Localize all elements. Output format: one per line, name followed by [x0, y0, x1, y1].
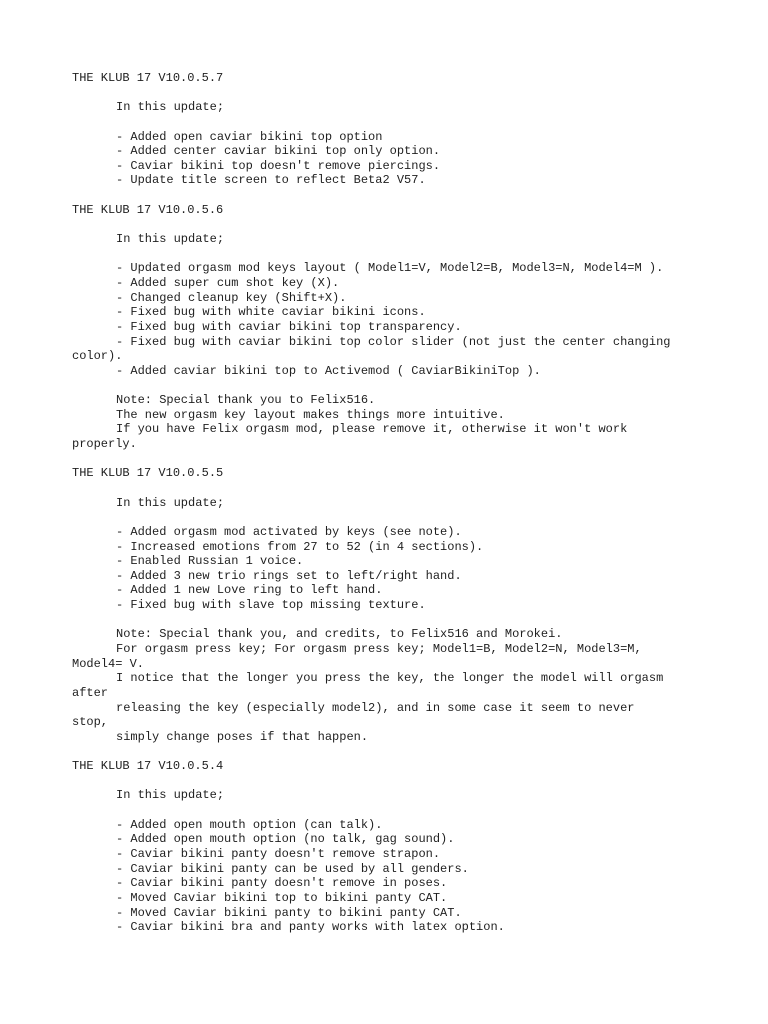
changelog-line: - Added 3 new trio rings set to left/right hand.	[116, 568, 462, 583]
changelog-line: - Increased emotions from 27 to 52 (in 4 sections).	[116, 539, 484, 554]
changelog-line: - Fixed bug with caviar bikini top transparency.	[116, 319, 462, 334]
changelog-line: - Caviar bikini panty doesn't remove strapon.	[116, 846, 441, 861]
changelog-line: - Caviar bikini panty doesn't remove in poses.	[116, 876, 448, 891]
changelog-line: - Added orgasm mod activated by keys (see note).	[116, 524, 462, 539]
changelog-line: - Added center caviar bikini top only option.	[116, 144, 441, 159]
note-line-wrap: properly.	[72, 437, 137, 452]
section-intro: In this update;	[116, 495, 225, 510]
changelog-line: - Added open mouth option (no talk, gag sound).	[116, 832, 455, 847]
changelog-line: - Added 1 new Love ring to left hand.	[116, 583, 383, 598]
section-heading: THE KLUB 17 V10.0.5.4	[72, 759, 224, 774]
changelog-line: - Changed cleanup key (Shift+X).	[116, 290, 347, 305]
changelog-line: - Update title screen to reflect Beta2 V57.	[116, 173, 426, 188]
changelog-line: - Moved Caviar bikini top to bikini panty CAT.	[116, 890, 448, 905]
changelog-line: - Added open caviar bikini top option	[116, 129, 383, 144]
changelog-line: - Enabled Russian 1 voice.	[116, 554, 304, 569]
changelog-line: - Caviar bikini panty can be used by all genders.	[116, 861, 469, 876]
note-line: The new orgasm key layout makes things more intuitive.	[116, 407, 505, 422]
note-line: simply change poses if that happen.	[116, 729, 369, 744]
changelog-line-wrap: color).	[72, 349, 123, 364]
note-line: releasing the key (especially model2), and in some case it seem to never	[116, 700, 635, 715]
changelog-line: - Fixed bug with white caviar bikini icons.	[116, 305, 426, 320]
section-heading: THE KLUB 17 V10.0.5.6	[72, 202, 224, 217]
section-intro: In this update;	[116, 232, 225, 247]
note-line: If you have Felix orgasm mod, please remove it, otherwise it won't work	[116, 422, 628, 437]
section-heading: THE KLUB 17 V10.0.5.5	[72, 466, 224, 481]
changelog-line: - Added super cum shot key (X).	[116, 275, 340, 290]
document-page	[72, 71, 712, 935]
section-intro: In this update;	[116, 788, 225, 803]
section-intro: In this update;	[116, 100, 225, 115]
note-line: Note: Special thank you to Felix516.	[116, 393, 376, 408]
note-line: For orgasm press key; For orgasm press key; Model1=B, Model2=N, Model3=M,	[116, 641, 642, 656]
note-line-wrap: Model4= V.	[72, 656, 145, 671]
changelog-line: - Added caviar bikini top to Activemod ( CaviarBikiniTop ).	[116, 363, 541, 378]
changelog-line: - Moved Caviar bikini panty to bikini panty CAT.	[116, 905, 462, 920]
section-heading: THE KLUB 17 V10.0.5.7	[72, 71, 224, 85]
note-line-wrap: stop,	[72, 715, 109, 730]
changelog-line: - Fixed bug with caviar bikini top color slider (not just the center changing	[116, 334, 671, 349]
changelog-line: - Updated orgasm mod keys layout ( Model1=V, Model2=B, Model3=N, Model4=M ).	[116, 261, 664, 276]
changelog-line: - Caviar bikini top doesn't remove piercings.	[116, 158, 441, 173]
note-line: Note: Special thank you, and credits, to Felix516 and Morokei.	[116, 627, 563, 642]
note-line: I notice that the longer you press the key, the longer the model will orgasm	[116, 671, 664, 686]
changelog-line: - Added open mouth option (can talk).	[116, 817, 383, 832]
changelog-line: - Caviar bikini bra and panty works with latex option.	[116, 920, 505, 935]
note-line-wrap: after	[72, 685, 109, 700]
changelog-line: - Fixed bug with slave top missing texture.	[116, 598, 426, 613]
